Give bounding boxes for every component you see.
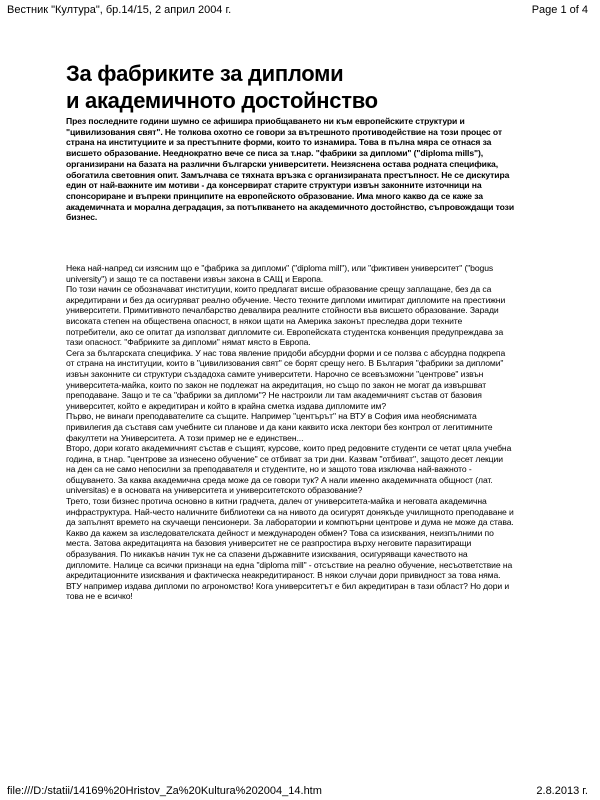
header-source: Вестник "Култура", бр.14/15, 2 април 2004 г.	[7, 4, 232, 16]
footer-file-path: file:///D:/statii/14169%20Hristov_Za%20Kultura%202004_14.htm	[7, 785, 322, 797]
article-paragraph: Сега за българската специфика. У нас това явление придоби абсурдни форми и се ползва с абсурдна подкрепа от страна на институции, които в "цивилизования свят" се борят срещу него. В България "фабрики за дипломи" извън законните си структури създадоха самите университети. Нарочно се всевъзможни "центрове" извън университета-майка, които по закон не подлежат на акредитация, но също по закон не могат да извършват преподаване. Защо и те са "фабрики за дипломи"? Не настроили ли там академичният състав от базовия университет, който е акредитиран и който в крайна сметка издава дипломите им?	[66, 347, 506, 411]
article-paragraph: Второ, дори когато академичният състав е същият, курсове, които пред редовните студенти се четат цяла учебна година, в т.нар. "центрове за изнесено обучение" се отбиват за три дни. Казвам "отбиват", защото десет лекции на ден са не само непосилни за преподавателя и студентите, но и защото това изключва най-важното - общуването. За каква академична среда може да се говори тук? А нали именно академичната общност (лат. universitas) е в основата на университета и университетското образование?	[66, 443, 512, 496]
article-paragraph: Трето, този бизнес протича основно в китни градчета, далеч от университета-майка и неговата академична инфраструктура. Най-често наличните библиотеки са на нивото да осигурят донякъде училищното преподаване и да запълнят времето на скучаещи пенсионери. За лаборатории и компютърни центрове и дума не може да става. Какво да кажем за изследователската дейност и международен обмен? Това са изисквания, неизпълними по места. Затова акредитацията на базовия университет не се разпростира върху неговите паразитиращи образувания. По никакъв начин тук не са спазени държавните изисквания, осигуряващи качеството на дипломите. Налице са всички признаци на една "diploma mill" - отсъствие на реално обучение, несъответствие на акредитационните изисквания и фактическа неакредитираност. В някои случаи дори привидност за това няма. ВТУ например издава дипломи по агрономство! Кога университетът е бил акредитиран в тази област? Но дори и това не е всичко!	[66, 496, 514, 602]
footer-print-date: 2.8.2013 г.	[536, 785, 588, 797]
page-number: Page 1 of 4	[531, 4, 588, 16]
article-paragraph: Нека най-напред си изясним що е "фабрика за дипломи" ("diploma mill"), или "фиктивен университет" ("bogus university") и защо те са поставени извън закона в САЩ и Европа.	[66, 263, 494, 284]
article-title-line-1: За фабриките за дипломи	[66, 61, 344, 86]
article-paragraph: По този начин се обозначават институции, които предлагат висше образование срещу заплащане, без да са акредитирани и без да осигуряват реално обучение. Често техните дипломи имитират дипломите на престижни университети. Примитивното печалбарство девалвира реалните стойности във висшето образование. Заради високата степен на обществена опасност, в някои щати на Америка законът преследва дори техните потребители, ако се опитат да използват дипломите си. Европейската студентска конвенция предупреждава за тази опасност. "Фабриките за дипломи" нямат място в Европа.	[66, 284, 506, 348]
article-title	[66, 60, 506, 114]
article-body	[66, 263, 514, 602]
article-paragraph: Първо, не винаги преподавателите са същите. Например "центърът" на ВТУ в София има необяснимата привилегия да съставя сам учебните си планове и да кани каквито иска лектори без контрол от легитимните факултети на Университета. А този пример не е единствен...	[66, 411, 493, 443]
article-lead: През последните години шумно се афишира приобщаването ни към европейските структури и "цивилизования свят". Не толкова охотно се говори за вътрешното противодействие на този процес от страна на институциите и за престъпните форми, които то изнамира. Това в пълна мяра се отнася за висшето образование. Нееднократно вече се писа за т.нар. "фабрики за дипломи" ("diploma mills"), организирани на базата на различни български университети. Неизяснена остава родната специфика, обогатила световния опит. Замълчава се тяхната връзка с организираната престъпност. Не се дискутира един от най-важните им мотиви - да консервират старите структури извън законните източници на спонсориране и въпреки принципите на европейското образование. Има много какво да се каже за академичната и морална деградация, за потъпкването на академичното достойнство, съпровождащи този бизнес.	[66, 116, 515, 223]
article-title-line-2: и академичното достойнство	[66, 88, 378, 113]
